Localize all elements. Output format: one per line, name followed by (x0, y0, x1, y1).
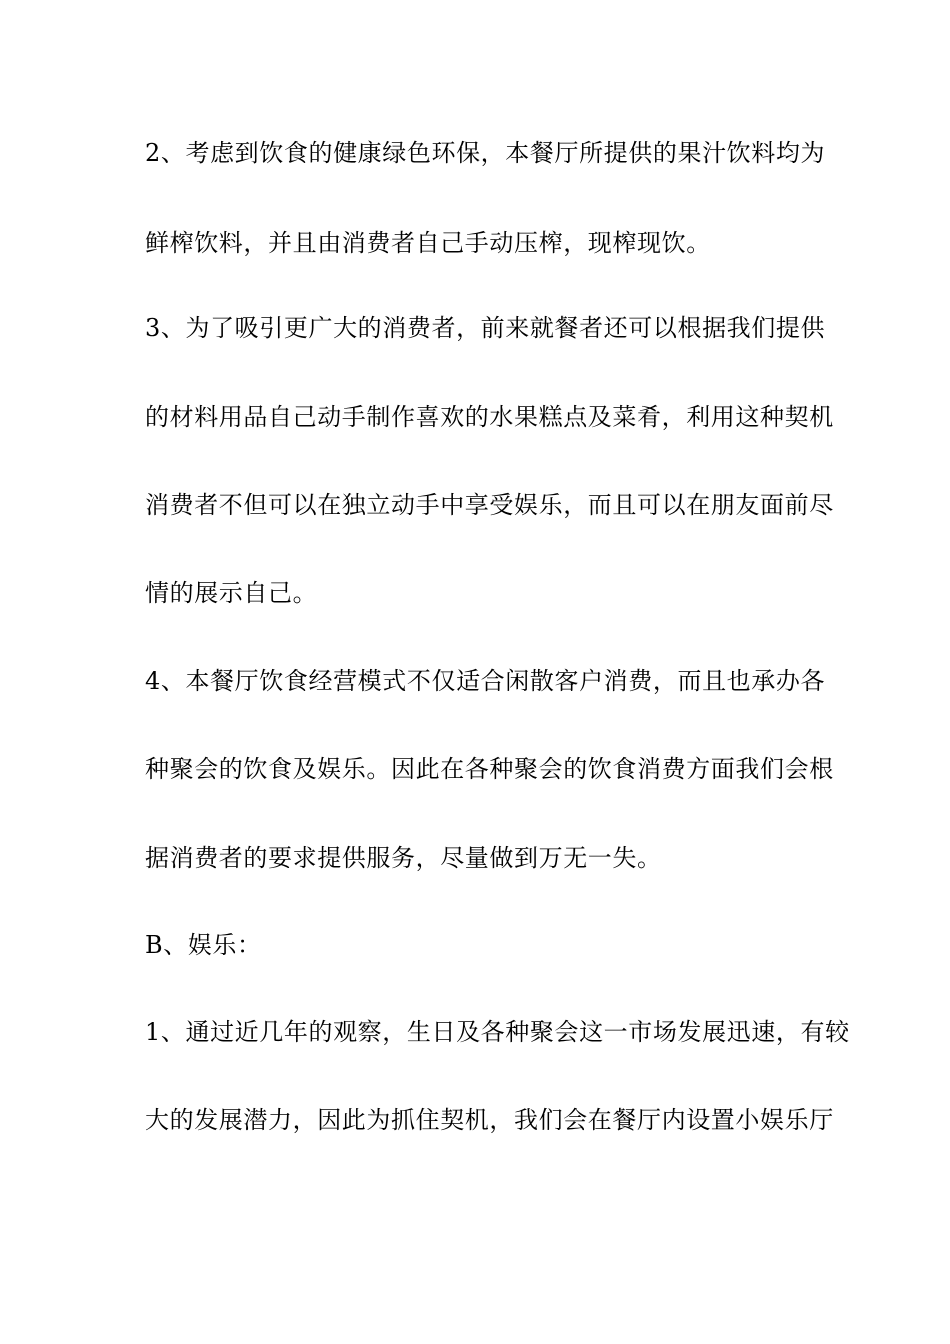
entertainment-paragraph-1-line-2: 大的发展潜力，因此为抓住契机，我们会在餐厅内设置小娱乐厅 (145, 1106, 834, 1134)
entertainment-paragraph-1-line-1: 1、通过近几年的观察，生日及各种聚会这一市场发展迅速，有较 (145, 1018, 850, 1046)
paragraph-4-line-3: 据消费者的要求提供服务，尽量做到万无一失。 (145, 844, 662, 872)
paragraph-3-line-1: 3、为了吸引更广大的消费者，前来就餐者还可以根据我们提供 (145, 314, 826, 342)
paragraph-3-line-4: 情的展示自己。 (145, 579, 318, 607)
paragraph-3-line-2: 的材料用品自己动手制作喜欢的水果糕点及菜肴，利用这种契机 (145, 403, 834, 431)
paragraph-2-line-1: 2、考虑到饮食的健康绿色环保，本餐厅所提供的果汁饮料均为 (145, 139, 826, 167)
paragraph-4-line-2: 种聚会的饮食及娱乐。因此在各种聚会的饮食消费方面我们会根 (145, 755, 834, 783)
paragraph-4-line-1: 4、本餐厅饮食经营模式不仅适合闲散客户消费，而且也承办各 (145, 667, 826, 695)
paragraph-3-line-3: 消费者不但可以在独立动手中享受娱乐，而且可以在朋友面前尽 (145, 491, 834, 519)
section-heading-entertainment: B、娱乐： (145, 931, 262, 959)
paragraph-2-line-2: 鲜榨饮料，并且由消费者自己手动压榨，现榨现饮。 (145, 229, 711, 257)
